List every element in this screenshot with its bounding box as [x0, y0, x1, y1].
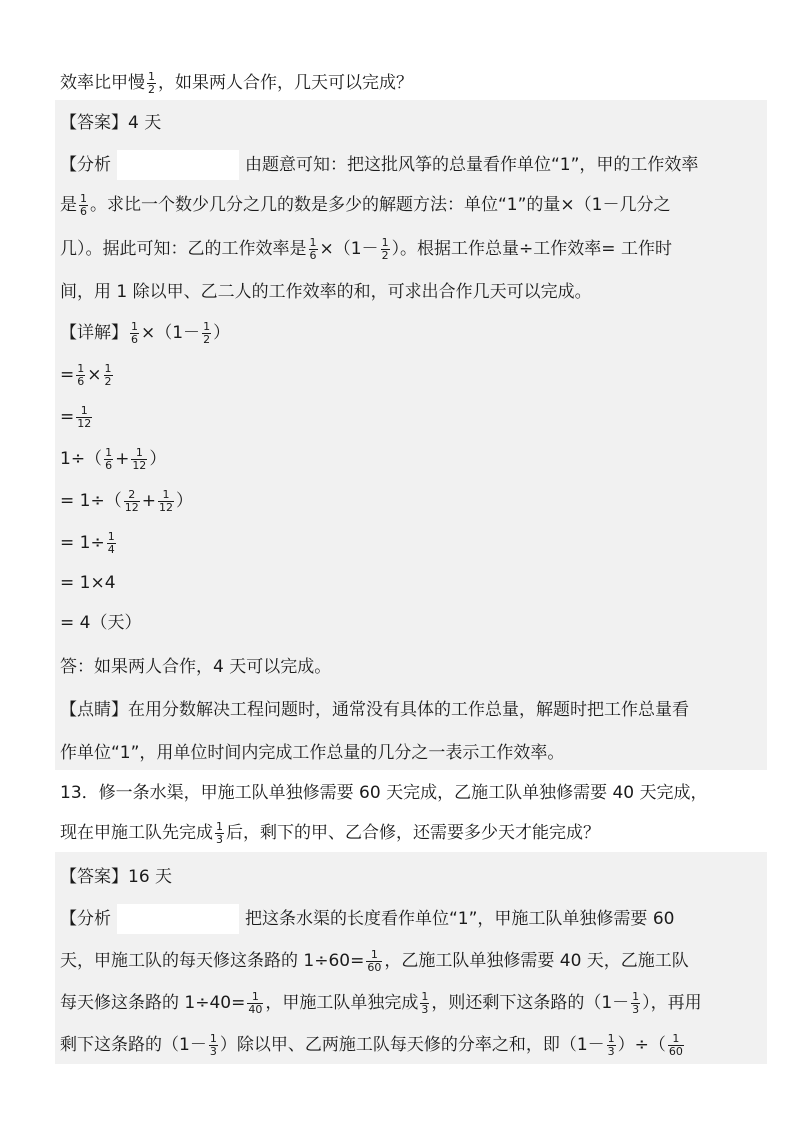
analysis-13-line-3: 每天修这条路的 1÷40= $\frac{1}{40}$ ，甲施工队单独完成 $\frac{1}{3}$ ，则还剩下这条路的（1－ $\frac{1}{3}$ ），再用: [60, 989, 702, 1016]
fraction: $\frac{1}{2}$: [203, 319, 211, 346]
fraction: $\frac{1}{4}$: [107, 529, 115, 556]
fraction: $\frac{1}{3}$: [607, 1031, 615, 1058]
analysis-13-line-2: 天，甲施工队的每天修这条路的 1÷60= $\frac{1}{60}$ ，乙施工队单独修需要 40 天，乙施工队: [60, 947, 689, 974]
analysis-13-line-1: 【分析 把这条水渠的长度看作单位“1”，甲施工队单独修需要 60: [60, 904, 760, 934]
fraction: $\frac{1}{3}$: [421, 989, 429, 1016]
fraction: $\frac{1}{2}$: [148, 69, 155, 96]
step-5: = 1÷ $\frac{1}{4}$: [60, 529, 115, 556]
step-1: = $\frac{1}{6}$ × $\frac{1}{2}$: [60, 361, 112, 388]
fraction: $\frac{1}{2}$: [104, 361, 112, 388]
detail-12: 【详解】 $\frac{1}{6}$ ×（1－ $\frac{1}{2}$ ）: [60, 319, 231, 346]
fraction: $\frac{1}{3}$: [216, 819, 223, 846]
step-7: = 4（天）: [60, 613, 142, 633]
fraction: $\frac{1}{60}$: [367, 947, 382, 974]
redaction-box: [117, 904, 239, 934]
redaction-box: [117, 150, 239, 180]
fraction: $\frac{1}{2}$: [381, 235, 389, 262]
fraction: $\frac{1}{6}$: [131, 319, 138, 346]
analysis-13-line-4: 剩下这条路的（1－ $\frac{1}{3}$ ）除以甲、乙两施工队每天修的分率之和，即（1－ $\frac{1}{3}$ ）÷（ $\frac{1}{60}$: [60, 1031, 683, 1058]
answer-label: 【答案】: [60, 113, 128, 133]
question-13-line-1: 13．修一条水渠，甲施工队单独修需要 60 天完成，乙施工队单独修需要 40 天完成，: [60, 783, 708, 803]
answer-value: 4 天: [128, 113, 162, 133]
fraction: $\frac{1}{6}$: [80, 191, 87, 218]
tip-label: 【点睛】: [60, 700, 128, 720]
fraction: $\frac{1}{60}$: [668, 1031, 683, 1058]
fraction: $\frac{1}{3}$: [209, 1031, 217, 1058]
answer-13: [60, 864, 760, 890]
fraction: $\frac{1}{6}$: [105, 445, 113, 472]
fraction: $\frac{1}{40}$: [248, 989, 263, 1016]
analysis-12-line-3: 几）。据此可知：乙的工作效率是 $\frac{1}{6}$ ×（1－ $\frac{1}{2}$ ）。根据工作总量÷工作效率= 工作时: [60, 235, 672, 262]
step-6: = 1×4: [60, 573, 116, 593]
question-13-line-2: 现在甲施工队先完成 $\frac{1}{3}$ 后，剩下的甲、乙合修，还需要多少天才能完成？: [60, 819, 600, 846]
detail-label: 【详解】: [60, 323, 128, 343]
step-3: 1÷（ $\frac{1}{6}$ + $\frac{1}{12}$ ）: [60, 445, 167, 472]
answer-12: [60, 110, 760, 136]
analysis-12-line-1: 【分析 由题意可知：把这批风筝的总量看作单位“1”，甲的工作效率: [60, 150, 760, 180]
fraction: $\frac{2}{12}$: [124, 487, 139, 514]
answer-label: 【答案】: [60, 867, 128, 887]
step-4: = 1÷（ $\frac{2}{12}$ + $\frac{1}{12}$ ）: [60, 487, 193, 514]
analysis-12-line-2: 是 $\frac{1}{6}$ 。求比一个数少几分之几的数是多少的解题方法：单位“1”的量×（1－几分之: [60, 191, 671, 218]
reply-12: 答：如果两人合作，4 天可以完成。: [60, 657, 332, 677]
analysis-label: 【分析: [60, 155, 111, 175]
answer-value: 16 天: [128, 867, 173, 887]
step-2: = $\frac{1}{12}$: [60, 403, 92, 430]
fraction: $\frac{1}{12}$: [158, 487, 173, 514]
tip-12-line-1: 【点睛】在用分数解决工程问题时，通常没有具体的工作总量，解题时把工作总量看: [60, 700, 689, 720]
analysis-12-line-4: 间，用 1 除以甲、乙二人的工作效率的和，可求出合作几天可以完成。: [60, 282, 592, 302]
fraction: $\frac{1}{12}$: [77, 403, 92, 430]
tip-12-line-2: 作单位“1”，用单位时间内完成工作总量的几分之一表示工作效率。: [60, 743, 565, 763]
fraction: $\frac{1}{12}$: [132, 445, 147, 472]
fraction: $\frac{1}{6}$: [309, 235, 317, 262]
analysis-label: 【分析: [60, 909, 111, 929]
fraction: $\frac{1}{6}$: [77, 361, 85, 388]
question-12-tail: 效率比甲慢 $\frac{1}{2}$ ，如果两人合作，几天可以完成？: [60, 69, 413, 96]
fraction: $\frac{1}{3}$: [632, 989, 640, 1016]
